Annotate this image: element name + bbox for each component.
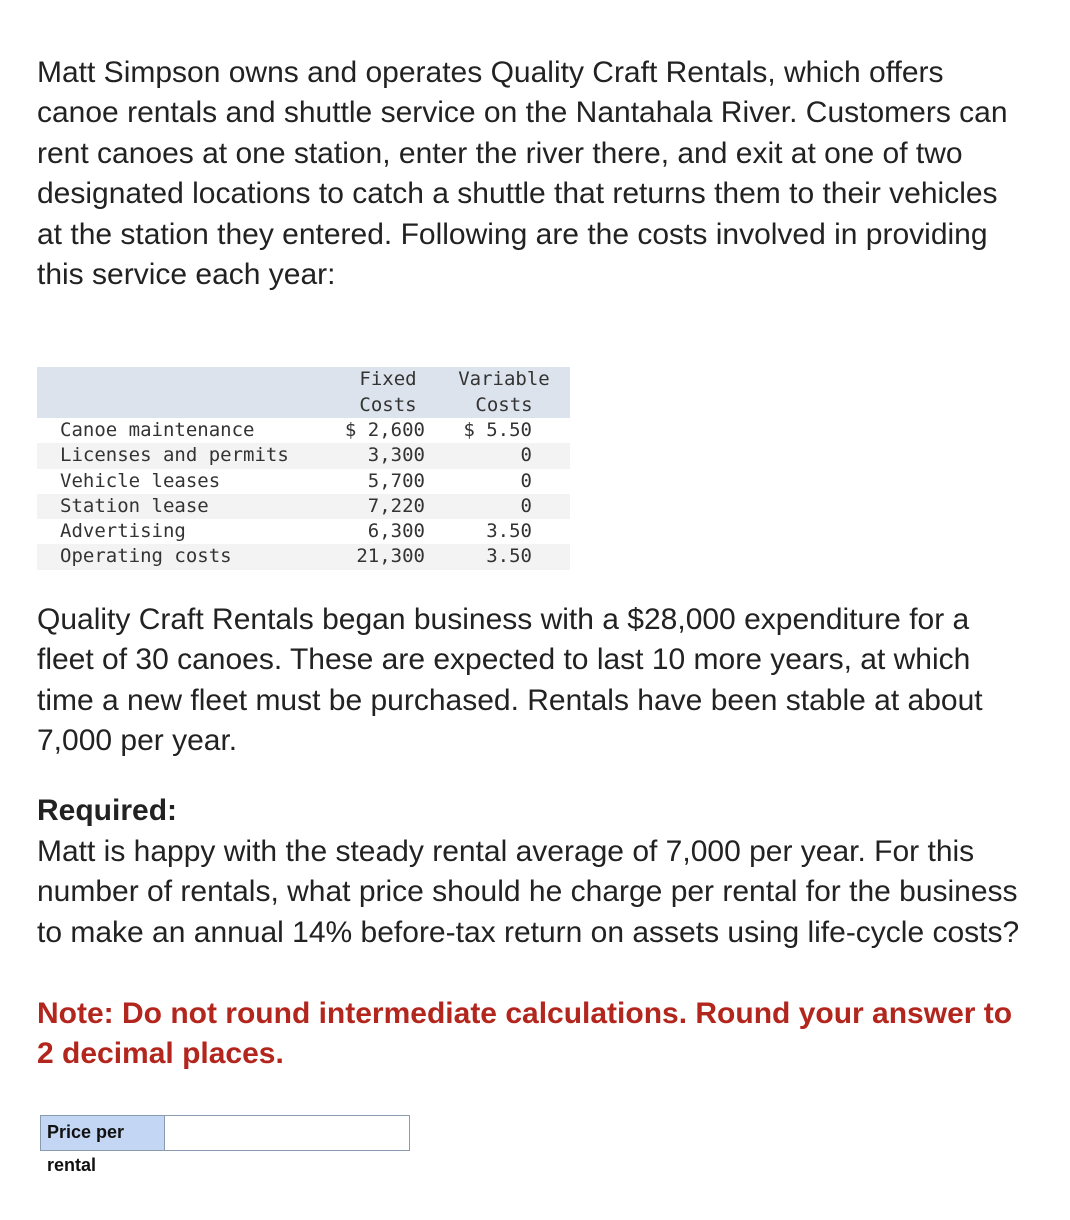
header-variable-line2: Costs bbox=[475, 393, 533, 416]
row-fixed-cost: $ 2,600 bbox=[344, 419, 425, 441]
row-variable-cost: 0 bbox=[520, 494, 532, 517]
row-fixed-cost: 5,700 bbox=[367, 469, 425, 492]
required-heading: Required: bbox=[37, 794, 178, 827]
table-row-vehicle-leases bbox=[37, 469, 570, 494]
row-fixed-cost: 7,220 bbox=[367, 494, 425, 517]
header-fixed-line2: Costs bbox=[359, 393, 417, 416]
rounding-note: Note: Do not round intermediate calculations. Round your answer to 2 decimal places. bbox=[37, 997, 1013, 1071]
cost-table-body bbox=[37, 418, 570, 570]
table-row-licenses-permits bbox=[37, 443, 570, 468]
table-row-canoe-maintenance bbox=[37, 418, 570, 443]
problem-question: Matt is happy with the steady rental average of 7,000 per year. For this number of rentals, what price should he charge per rental for the business to make an annual 14% before-tax return on assets using life-cycle costs? bbox=[37, 835, 1020, 949]
cost-table-header bbox=[37, 367, 570, 418]
header-fixed-costs bbox=[338, 367, 438, 418]
price-per-rental-input-wrap bbox=[165, 1116, 409, 1150]
header-fixed-line1: Fixed bbox=[359, 368, 417, 390]
row-fixed-cost: 6,300 bbox=[367, 520, 425, 543]
table-row-station-lease bbox=[37, 494, 570, 519]
header-variable-line1: Variable bbox=[458, 368, 550, 390]
row-label: Operating costs bbox=[60, 545, 232, 568]
row-variable-cost: 0 bbox=[520, 444, 532, 467]
row-variable-cost: 3.50 bbox=[486, 545, 532, 568]
row-variable-cost: $ 5.50 bbox=[463, 419, 532, 441]
table-row-operating-costs bbox=[37, 544, 570, 569]
header-variable-costs bbox=[454, 367, 554, 418]
row-fixed-cost: 3,300 bbox=[367, 444, 425, 467]
row-label: Advertising bbox=[60, 520, 186, 543]
row-label: Vehicle leases bbox=[60, 469, 221, 492]
problem-intro: Matt Simpson owns and operates Quality Craft Rentals, which offers canoe rentals and shuttle service on the Nantahala River. Customers can rent canoes at one station, enter the river there, and exit at one of two designated locations to catch a shuttle that returns them to their vehicles at the station they entered. Following are the costs involved in providing this service each year: bbox=[37, 56, 1008, 292]
price-per-rental-input[interactable] bbox=[165, 1116, 409, 1150]
row-variable-cost: 0 bbox=[520, 469, 532, 492]
table-row-advertising bbox=[37, 519, 570, 544]
cost-table bbox=[37, 367, 570, 570]
row-variable-cost: 3.50 bbox=[486, 520, 532, 543]
row-label: Licenses and permits bbox=[60, 444, 289, 467]
price-per-rental-label: Price per rental bbox=[41, 1116, 165, 1150]
row-fixed-cost: 21,300 bbox=[356, 545, 425, 568]
problem-business-info: Quality Craft Rentals began business with a $28,000 expenditure for a fleet of 30 canoes. These are expected to last 10 more years, at which time a new fleet must be purchased. Rentals have been stable at about 7,000 per year. bbox=[37, 603, 983, 758]
answer-row bbox=[40, 1115, 410, 1175]
row-label: Canoe maintenance bbox=[60, 419, 255, 441]
row-label: Station lease bbox=[60, 494, 209, 517]
